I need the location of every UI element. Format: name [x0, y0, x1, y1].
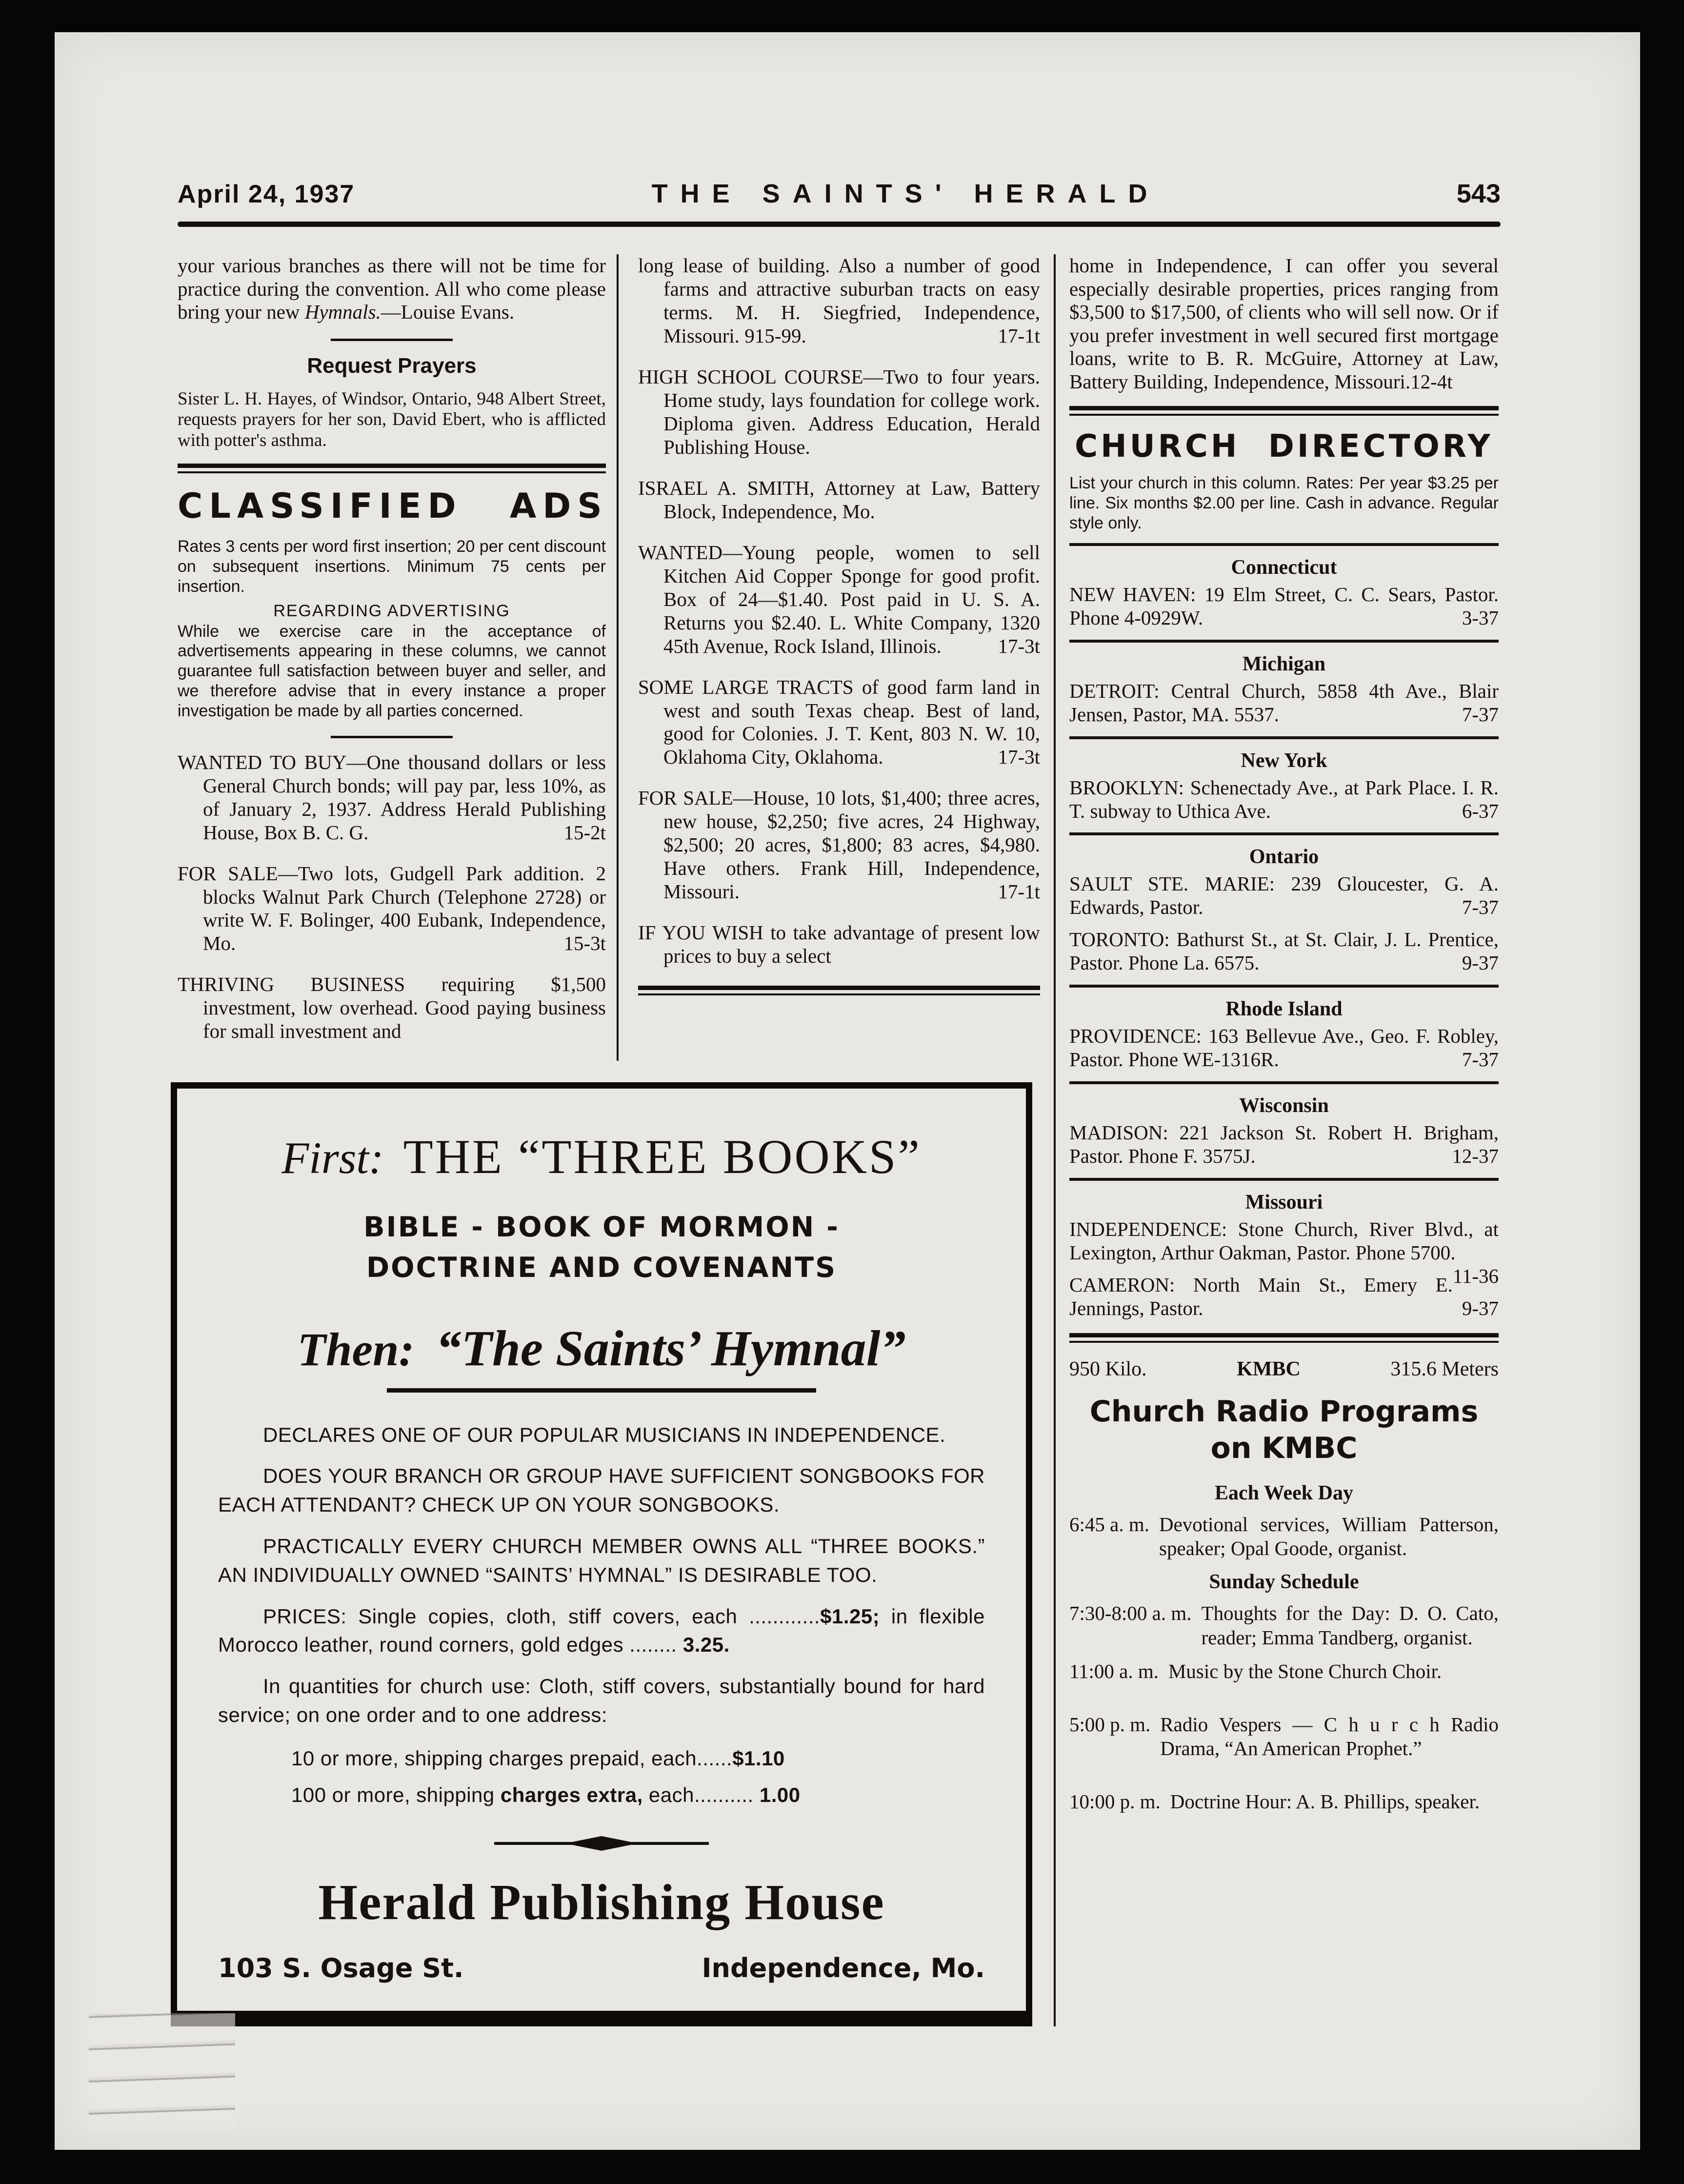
state-heading-missouri: Missouri: [1245, 1191, 1323, 1214]
radio-schedule-entry: [1069, 1601, 1499, 1649]
ad-paragraph-prices: [218, 1602, 985, 1660]
quantity-price-line-10: [291, 1742, 985, 1774]
ad-body: to take advantage of present low prices to buy a select: [663, 921, 1040, 968]
program-description: Thoughts for the Day: D. O. Cato, reader; Emma Tandberg, organist.: [1201, 1602, 1499, 1649]
ad-tag: 15-3t: [563, 932, 606, 955]
column-middle: [619, 254, 1054, 1061]
request-prayers-body: Sister L. H. Hayes, of Windsor, Ontario, 948 Albert Street, requests prayers for her son, David Ebert, who is afflicted with potter's asthma.: [178, 388, 606, 450]
section-divider: [331, 736, 453, 738]
program-description: Music by the Stone Church Choir.: [1168, 1659, 1442, 1682]
directory-entry: [1069, 1274, 1499, 1320]
entry-tag: 9-37: [1462, 1297, 1499, 1320]
price-morocco: 3.25.: [682, 1633, 730, 1657]
three-books-title: THE “THREE BOOKS”: [403, 1130, 922, 1184]
classified-ad: [638, 676, 1040, 769]
ad-lead: FOR SALE: [178, 862, 278, 885]
ad-tag: 17-1t: [998, 880, 1040, 903]
program-time: 10:00 p. m.: [1069, 1790, 1161, 1813]
section-divider: [331, 339, 453, 341]
ad-body: requiring $1,500 investment, low overhead. Good paying business for small investment and: [203, 973, 606, 1043]
entry-tag: 11-36: [1452, 1265, 1499, 1288]
state-heading-connecticut: Connecticut: [1231, 556, 1337, 579]
branch-notice-paragraph: [178, 254, 606, 324]
classified-ad: [178, 751, 606, 845]
double-rule: [1069, 1333, 1499, 1343]
page-curl-artifact: [89, 2013, 235, 2130]
ad-paragraph-declares: DECLARES ONE OF OUR POPULAR MUSICIANS IN INDEPENDENCE.: [263, 1423, 946, 1446]
publisher-address-row: [218, 1953, 985, 1983]
entry-text: PROVIDENCE: 163 Bellevue Ave., Geo. F. Robley, Pastor. Phone WE-1316R.: [1069, 1025, 1499, 1071]
subtitle-line1: BIBLE - BOOK OF MORMON -: [363, 1211, 840, 1244]
state-heading-ontario: Ontario: [1249, 846, 1319, 869]
qty-text: 100 or more, shipping: [291, 1783, 501, 1806]
directory-entry: [1069, 1218, 1499, 1288]
classified-ad: [638, 787, 1040, 904]
header-rule: [178, 222, 1501, 227]
ad-lead: WANTED TO BUY: [178, 750, 347, 773]
directory-entry: [1069, 1121, 1499, 1168]
column-right: [1056, 254, 1499, 2026]
entry-text: TORONTO: Bathurst St., at St. Clair, J. L. Prentice, Pastor. Phone La. 6575.: [1069, 928, 1499, 974]
directory-rule: [1069, 640, 1499, 643]
ad-tag: 17-1t: [998, 324, 1040, 347]
program-time: 6:45 a. m.: [1069, 1513, 1149, 1536]
entry-text: CAMERON: North Main St., Emery E. Jennings, Pastor.: [1069, 1274, 1453, 1320]
ad-body: —Two lots, Gudgell Park addition. 2 blocks Walnut Park Church (Telephone 2728) or write W. F. Bolinger, 400 Eubank, Independence, Mo.: [203, 862, 606, 955]
classified-ads-heading: CLASSIFIED ADS: [178, 486, 608, 526]
classified-rates: Rates 3 cents per word first insertion; 20 per cent discount on subsequent insertions. Minimum 75 cents per insertion.: [178, 537, 606, 596]
station-call-sign: KMBC: [1237, 1358, 1301, 1381]
kilocycles: 950 Kilo.: [1069, 1358, 1147, 1381]
issue-date: April 24, 1937: [178, 180, 355, 208]
directory-note: List your church in this column. Rates: Per year $3.25 per line. Six months $2.00 per line. Cash in advance. Regular style only.: [1069, 474, 1499, 532]
state-heading-wisconsin: Wisconsin: [1239, 1094, 1329, 1117]
entry-text: BROOKLYN: Schenectady Ave., at Park Place. I. R. T. subway to Uthica Ave.: [1069, 776, 1499, 822]
price-cloth: $1.25;: [820, 1604, 880, 1628]
directory-rule: [1069, 832, 1499, 835]
radio-schedule-entry: [1069, 1713, 1499, 1760]
hymnal-advertisement: [171, 1082, 1032, 2026]
mcguire-ad-text: home in Independence, I can offer you several especially desirable properties, prices ranging from $3,500 to $17,500, of clients who will sell now. Or if you prefer investment in well secured first mortgage loans, write to B. R. McGuire, Attorney at Law, Battery Building, Independence, Missouri.: [1069, 254, 1499, 393]
price-100-or-more: 1.00: [753, 1783, 801, 1806]
qty-text: 10 or more, shipping charges prepaid, each......: [291, 1746, 733, 1770]
state-heading-new-york: New York: [1241, 749, 1327, 772]
page-number: 543: [1456, 179, 1501, 208]
program-description: Doctrine Hour: A. B. Phillips, speaker.: [1170, 1790, 1480, 1813]
double-rule: [638, 986, 1040, 995]
directory-entry: [1069, 680, 1499, 727]
three-books-subtitle: [218, 1207, 985, 1288]
directory-entry: [1069, 583, 1499, 630]
subtitle-line2: DOCTRINE AND COVENANTS: [366, 1251, 837, 1284]
saints-hymnal-title: “The Saints’ Hymnal”: [436, 1320, 906, 1376]
directory-rule: [1069, 543, 1499, 546]
ad-tag: 17-3t: [998, 746, 1040, 768]
state-heading-michigan: Michigan: [1242, 652, 1326, 675]
sunday-schedule-heading: Sunday Schedule: [1209, 1571, 1359, 1594]
ad-tag: 15-2t: [563, 821, 606, 844]
branch-notice-italic: Hymnals.: [304, 301, 381, 324]
ad-lead: SOME LARGE TRACTS: [638, 675, 854, 698]
directory-rule: [1069, 985, 1499, 988]
price-10-or-more: $1.10: [732, 1746, 785, 1770]
request-prayers-heading: Request Prayers: [307, 353, 477, 378]
church-directory-heading: CHURCH DIRECTORY: [1075, 428, 1493, 465]
ad-tag: 17-3t: [998, 634, 1040, 657]
entry-text: MADISON: 221 Jackson St. Robert H. Brigham, Pastor. Phone F. 3575J.: [1069, 1121, 1499, 1168]
ad-tag: 12-4t: [1410, 370, 1453, 393]
classified-ad: [178, 973, 606, 1043]
radio-heading-line1: Church Radio Programs: [1089, 1395, 1479, 1429]
directory-entry: [1069, 928, 1499, 975]
entry-tag: 12-37: [1452, 1145, 1499, 1168]
ad-lead: WANTED: [638, 541, 723, 564]
radio-frequency-row: [1069, 1357, 1499, 1381]
mcguire-ad-paragraph: [1069, 254, 1499, 393]
classified-ad: [638, 365, 1040, 459]
entry-text: NEW HAVEN: 19 Elm Street, C. C. Sears, Pastor. Phone 4-0929W.: [1069, 583, 1499, 629]
directory-rule: [1069, 1178, 1499, 1181]
newspaper-page: [55, 32, 1640, 2150]
regarding-advertising-body: While we exercise care in the acceptance of advertisements appearing in these columns, we cannot guarantee full satisfaction between buyer and seller, and we therefore advise that in every instance a proper investigation be made by all parties concerned.: [178, 622, 606, 720]
entry-text: SAULT STE. MARIE: 239 Gloucester, G. A. Edwards, Pastor.: [1069, 872, 1499, 919]
weekday-schedule-heading: Each Week Day: [1215, 1482, 1353, 1505]
ad-body: long lease of building. Also a number of good farms and attractive suburban tracts on easy terms. M. H. Siegfried, Independence, Missouri. 915-99.: [638, 254, 1040, 347]
radio-schedule-entry: [1069, 1513, 1499, 1560]
ad-first-line: [218, 1129, 985, 1185]
ornamental-divider: [494, 1842, 709, 1845]
ad-lead: ISRAEL A. SMITH,: [638, 476, 815, 499]
classified-ad: [638, 477, 1040, 524]
ad-lead: HIGH SCHOOL COURSE: [638, 365, 863, 388]
qty-text-2: each..........: [642, 1783, 754, 1806]
program-description: Devotional services, William Patterson, speaker; Opal Goode, organist.: [1159, 1513, 1499, 1560]
street-address: 103 S. Osage St.: [218, 1952, 464, 1983]
regarding-advertising-heading: REGARDING ADVERTISING: [273, 601, 510, 620]
ad-body: —One thousand dollars or less General Church bonds; will pay par, less 10%, as of January 2, 1937. Address Herald Publishing House, Box B. C. G.: [203, 750, 606, 844]
entry-tag: 6-37: [1462, 799, 1499, 822]
wavelength-meters: 315.6 Meters: [1390, 1358, 1499, 1381]
city-address: Independence, Mo.: [702, 1952, 985, 1983]
left-middle-region: [178, 254, 1056, 2026]
entry-text: DETROIT: Central Church, 5858 4th Ave., Blair Jensen, Pastor, MA. 5537.: [1069, 679, 1499, 726]
prices-text: PRICES: Single copies, cloth, stiff covers, each ............: [263, 1604, 821, 1628]
schedule-gap: [1069, 1770, 1499, 1790]
branch-notice-text: your various branches as there will not be time for practice during the convention. All who come please bring your new: [178, 254, 606, 324]
radio-schedule-entry: [1069, 1659, 1499, 1683]
entry-tag: 7-37: [1462, 1048, 1499, 1071]
entry-tag: 7-37: [1462, 703, 1499, 726]
title-underline-rule: [387, 1388, 816, 1393]
classified-ad: [178, 862, 606, 956]
ad-body: of good farm land in west and south Texas cheap. Best of land, good for Colonies. J. T. Kent, 803 N. W. 10, Oklahoma City, Oklahoma.: [663, 675, 1040, 768]
radio-schedule-entry: [1069, 1790, 1499, 1814]
ad-body: —Young people, women to sell Kitchen Aid Copper Sponge for good profit. Box of 24—$1.40. Post paid in U. S. A. Returns you $2.40. L. White Company, 1320 45th Avenue, Rock Island, Illinois.: [663, 541, 1040, 657]
diamond-ornament-icon: [565, 1836, 638, 1851]
ad-body: —House, 10 lots, $1,400; three acres, new house, $2,250; five acres, 24 Highway, $2,500; 20 acres, $1,800; 83 acres, $4,980. Have others. Frank Hill, Independence, Missouri.: [663, 787, 1040, 903]
ad-paragraph-songbooks: DOES YOUR BRANCH OR GROUP HAVE SUFFICIENT SONGBOOKS FOR EACH ATTENDANT? CHECK UP ON YOUR SONGBOOKS.: [218, 1464, 985, 1517]
quantity-price-line-100: [291, 1779, 985, 1811]
program-time: 11:00 a. m.: [1069, 1659, 1159, 1682]
charges-extra-bold: charges extra,: [500, 1783, 643, 1806]
ad-body: Attorney at Law, Battery Block, Independence, Mo.: [663, 476, 1040, 523]
program-time: 5:00 p. m.: [1069, 1713, 1151, 1736]
page-header: [178, 179, 1501, 209]
double-rule: [1069, 406, 1499, 416]
ad-lead: IF YOU WISH: [638, 921, 763, 944]
double-rule: [178, 464, 606, 473]
directory-entry: [1069, 776, 1499, 823]
publisher-name: Herald Publishing House: [318, 1874, 885, 1930]
radio-programs-heading: [1069, 1394, 1499, 1467]
schedule-gap: [1069, 1693, 1499, 1713]
ad-body: —Two to four years. Home study, lays foundation for college work. Diploma given. Address Education, Herald Publishing House.: [663, 365, 1040, 458]
classified-ad: [638, 541, 1040, 658]
ad-lead: FOR SALE: [638, 787, 733, 809]
program-time: 7:30-8:00 a. m.: [1069, 1602, 1192, 1625]
then-label: Then:: [297, 1323, 415, 1375]
branch-notice-signature: —Louise Evans.: [381, 301, 515, 324]
classified-ad: [638, 254, 1040, 348]
directory-rule: [1069, 1081, 1499, 1084]
ad-paragraph-quantities: In quantities for church use: Cloth, stiff covers, substantially bound for hard service; on one order and to one address:: [218, 1675, 985, 1726]
publication-title: THE SAINTS' HERALD: [651, 179, 1160, 208]
directory-entry: [1069, 1025, 1499, 1072]
entry-tag: 3-37: [1462, 606, 1499, 629]
first-label: First:: [281, 1133, 384, 1183]
program-description: Radio Vespers — C h u r c h Radio Drama, “An American Prophet.”: [1160, 1713, 1499, 1760]
entry-tag: 7-37: [1462, 896, 1499, 919]
column-left: [178, 254, 619, 1061]
entry-tag: 9-37: [1462, 951, 1499, 974]
directory-rule: [1069, 736, 1499, 739]
prices-text-2: in flexible Morocco leather, round corners, gold edges ........: [218, 1604, 985, 1657]
ad-then-line: [218, 1319, 985, 1377]
classified-ad: [638, 921, 1040, 968]
radio-heading-line2: on KMBC: [1210, 1431, 1358, 1466]
state-heading-rhode-island: Rhode Island: [1225, 998, 1343, 1021]
ad-lead: THRIVING BUSINESS: [178, 973, 405, 996]
ad-paragraph-owns-all: PRACTICALLY EVERY CHURCH MEMBER OWNS ALL “THREE BOOKS.” AN INDIVIDUALLY OWNED “SAINTS’ HYMNAL” IS DESIRABLE TOO.: [218, 1534, 985, 1586]
entry-text: INDEPENDENCE: Stone Church, River Blvd., at Lexington, Arthur Oakman, Pastor. Phone 5700.: [1069, 1218, 1499, 1264]
directory-entry: [1069, 872, 1499, 919]
